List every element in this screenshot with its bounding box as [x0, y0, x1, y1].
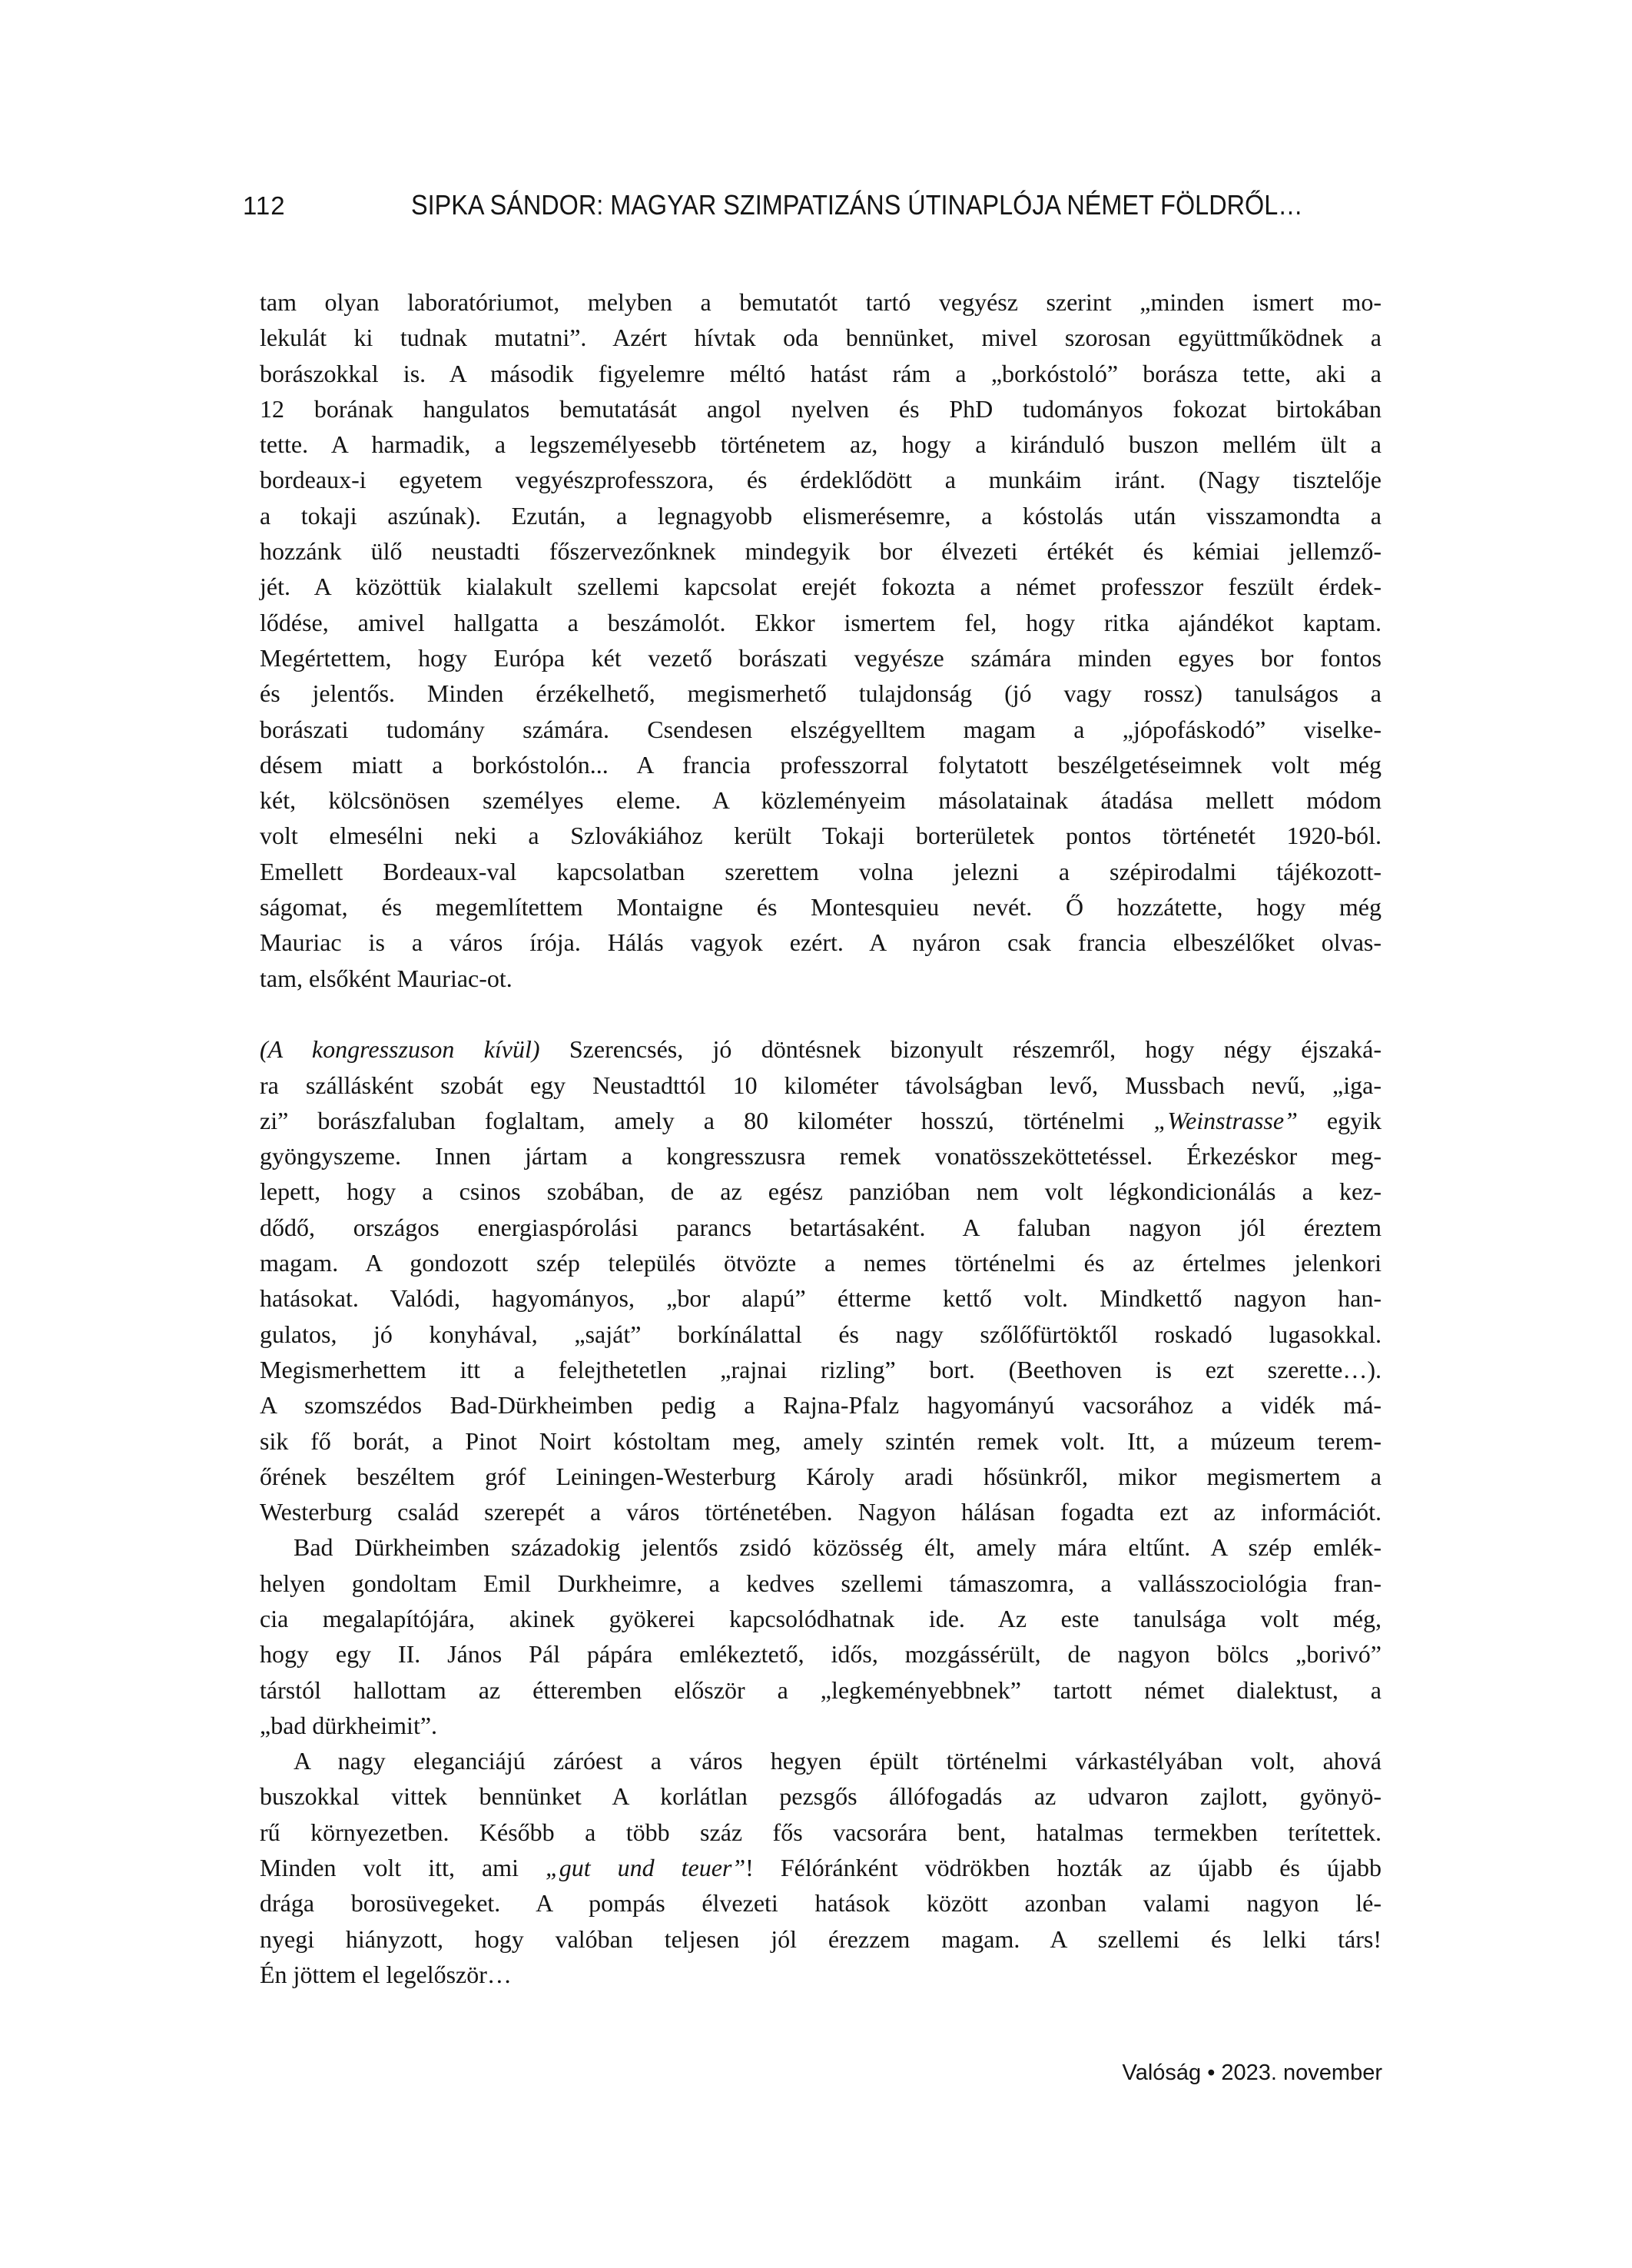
text-line — [260, 1743, 1382, 1778]
text-line — [260, 640, 1382, 676]
text-segment: tam, elsőként Mauriac-ot. — [260, 964, 512, 992]
text-line — [260, 1850, 1382, 1885]
text-line — [260, 1601, 1382, 1636]
text-line — [260, 1138, 1382, 1174]
text-line — [260, 427, 1382, 462]
text-line — [260, 1387, 1382, 1423]
text-segment: társtól hallottam az étteremben először a „legkeményebbnek” tartott német dialektust, a — [260, 1675, 1382, 1704]
text-segment: lődése, amivel hallgatta a beszámolót. Ekkor ismertem fel, hogy ritka ajándékot kaptam. — [260, 608, 1382, 636]
text-segment: és jelentős. Minden érzékelhető, megismerhető tulajdonság (jó vagy rossz) tanulságos a — [260, 679, 1382, 708]
text-line — [260, 462, 1382, 497]
text-line — [260, 1636, 1382, 1672]
text-line — [260, 1245, 1382, 1280]
text-line — [260, 1815, 1382, 1850]
text-line — [260, 391, 1382, 427]
body-text — [260, 284, 1382, 1992]
page-number: 112 — [243, 191, 286, 220]
text-line — [260, 1103, 1382, 1138]
text-segment: zi” borászfaluban foglaltam, amely a 80 kilométer hosszú, történelmi — [260, 1106, 1154, 1134]
text-segment: a tokaji aszúnak). Ezután, a legnagyobb elismerésemre, a kóstolás után visszamondta a — [260, 501, 1382, 530]
text-segment: tam olyan laboratóriumot, melyben a bemutatót tartó vegyész szerint „minden ismert mo- — [260, 288, 1382, 316]
text-segment: ! Félóránként vödrökben hozták az újabb és újabb — [745, 1854, 1382, 1882]
text-segment: A szomszédos Bad-Dürkheimben pedig a Rajna-Pfalz hagyományú vacsorához a vidék má- — [260, 1391, 1382, 1420]
text-segment: hogy egy II. János Pál pápára emlékeztető, idős, mozgássérült, de nagyon bölcs „borivó” — [260, 1640, 1382, 1669]
text-segment: borászati tudomány számára. Csendesen elszégyelltem magam a „jópofáskodó” viselke- — [260, 715, 1382, 743]
text-line — [260, 1957, 1382, 1992]
text-line — [260, 818, 1382, 853]
text-segment: ra szállásként szobát egy Neustadttól 10 kilométer távolságban levő, Mussbach nevű, „iga- — [260, 1071, 1382, 1099]
text-segment: Megismerhettem itt a felejthetetlen „rajnai rizling” bort. (Beethoven is ezt szerette…). — [260, 1355, 1382, 1383]
text-segment: „bad dürkheimit”. — [260, 1711, 438, 1739]
text-line — [260, 1210, 1382, 1245]
text-line — [260, 1317, 1382, 1352]
text-segment: magam. A gondozott szép település ötvözte a nemes történelmi és az értelmes jelenkori — [260, 1249, 1382, 1277]
text-line — [260, 1921, 1382, 1957]
text-line — [260, 1566, 1382, 1601]
text-segment: őrének beszéltem gróf Leiningen-Westerburg Károly aradi hősünkről, mikor megismertem a — [260, 1462, 1382, 1490]
text-segment: volt elmesélni neki a Szlovákiához került Tokaji borterületek pontos történetét 1920-ból. — [260, 822, 1382, 850]
text-segment: borászokkal is. A második figyelemre méltó hatást rám a „borkóstoló” borásza tette, aki a — [260, 359, 1382, 387]
text-segment: sik fő borát, a Pinot Noirt kóstoltam meg, amely szintén remek volt. Itt, a múzeum terem- — [260, 1426, 1382, 1455]
text-segment: gulatos, jó konyhával, „saját” borkínálattal és nagy szőlőfürtöktől roskadó lugasokkal. — [260, 1320, 1382, 1348]
text-segment: helyen gondoltam Emil Durkheimre, a kedves szellemi támaszomra, a vallásszociológia fran- — [260, 1569, 1382, 1597]
text-line — [260, 1280, 1382, 1316]
text-segment: egyik — [1297, 1106, 1382, 1134]
text-segment: Westerburg család szerepét a város történetében. Nagyon hálásan fogadta ezt az információt. — [260, 1498, 1382, 1526]
text-line — [260, 889, 1382, 925]
text-segment: gyöngyszeme. Innen jártam a kongresszusra remek vonatösszeköttetéssel. Érkezéskor meg- — [260, 1142, 1382, 1171]
text-line — [260, 712, 1382, 747]
text-line — [260, 1708, 1382, 1743]
text-line — [260, 1885, 1382, 1921]
text-segment: désem miatt a borkóstolón... A francia professzorral folytatott beszélgetéseimnek volt még — [260, 750, 1382, 779]
italic-text-segment: „gut und teuer” — [545, 1854, 746, 1882]
text-line — [260, 1031, 1382, 1067]
text-segment: Bad Dürkheimben századokig jelentős zsidó közösség élt, amely mára eltűnt. A szép emlék- — [294, 1533, 1382, 1562]
text-segment: ságomat, és megemlítettem Montaigne és Montesquieu nevét. Ő hozzátette, hogy még — [260, 893, 1382, 921]
text-line — [260, 320, 1382, 355]
text-line — [260, 605, 1382, 640]
text-line — [260, 1494, 1382, 1529]
text-segment: Szerencsés, jó döntésnek bizonyult részemről, hogy négy éjszaká- — [539, 1035, 1382, 1064]
text-line — [260, 1423, 1382, 1459]
text-segment: tette. A harmadik, a legszemélyesebb történetem az, hogy a kiránduló buszon mellém ült a — [260, 430, 1382, 459]
text-line — [260, 533, 1382, 569]
text-segment: lekulát ki tudnak mutatni”. Azért hívtak oda bennünket, mivel szorosan együttműködnek a — [260, 324, 1382, 352]
text-segment: Mauriac is a város írója. Hálás vagyok ezért. A nyáron csak francia elbeszélőket olvas- — [260, 928, 1382, 957]
text-segment: dődő, országos energiaspórolási parancs betartásaként. A faluban nagyon jól éreztem — [260, 1213, 1382, 1241]
text-segment: hozzánk ülő neustadti főszervezőnknek mindegyik bor élvezeti értékét és kémiai jellemző- — [260, 537, 1382, 566]
paragraph — [260, 1031, 1382, 1529]
text-line — [260, 1068, 1382, 1103]
running-title: SIPKA SÁNDOR: MAGYAR SZIMPATIZÁNS ÚTINAPLÓJA NÉMET FÖLDRŐL… — [411, 189, 1303, 221]
paragraph — [260, 1529, 1382, 1743]
text-segment: bordeaux-i egyetem vegyészprofesszora, és érdeklődött a munkáim iránt. (Nagy tisztelője — [260, 466, 1382, 494]
text-segment: Megértettem, hogy Európa két vezető borászati vegyésze számára minden egyes bor fontos — [260, 643, 1382, 672]
italic-text-segment: „Weinstrasse” — [1153, 1106, 1298, 1134]
text-segment: drága borosüvegeket. A pompás élvezeti hatások között azonban valami nagyon lé- — [260, 1889, 1382, 1918]
text-line — [260, 961, 1382, 996]
text-line — [260, 782, 1382, 818]
text-segment: buszokkal vittek bennünket A korlátlan pezsgős állófogadás az udvaron zajlott, gyönyö- — [260, 1782, 1382, 1811]
text-segment: rű környezetben. Később a több száz fős vacsorára bent, hatalmas termekben terítettek. — [260, 1818, 1382, 1846]
text-line — [260, 1459, 1382, 1494]
text-line — [260, 1672, 1382, 1708]
text-line — [260, 498, 1382, 533]
text-line — [260, 284, 1382, 320]
text-segment: Én jöttem el legelőször… — [260, 1960, 512, 1988]
text-segment: 12 borának hangulatos bemutatását angol nyelven és PhD tudományos fokozat birtokában — [260, 394, 1382, 423]
text-segment: lepett, hogy a csinos szobában, de az egész panzióban nem volt légkondicionálás a kez- — [260, 1177, 1382, 1206]
text-line — [260, 925, 1382, 960]
text-segment: Emellett Bordeaux-val kapcsolatban szerettem volna jelezni a szépirodalmi tájékozott- — [260, 857, 1382, 885]
text-segment: nyegi hiányzott, hogy valóban teljesen jól érezzem magam. A szellemi és lelki társ! — [260, 1924, 1382, 1953]
text-segment: jét. A közöttük kialakult szellemi kapcsolat erejét fokozta a német professzor feszült érdek- — [260, 573, 1382, 601]
paragraph — [260, 1743, 1382, 1992]
journal-footer: Valóság • 2023. november — [1122, 2060, 1382, 2085]
text-line — [260, 1352, 1382, 1387]
text-line — [260, 676, 1382, 711]
text-segment: Minden volt itt, ami — [260, 1854, 546, 1882]
text-segment: cia megalapítójára, akinek gyökerei kapcsolódhatnak ide. Az este tanulsága volt még, — [260, 1604, 1382, 1632]
text-line — [260, 356, 1382, 391]
text-line — [260, 1529, 1382, 1565]
italic-text-segment: (A kongresszuson kívül) — [260, 1035, 540, 1064]
text-line — [260, 1778, 1382, 1814]
paragraph — [260, 284, 1382, 996]
text-line — [260, 854, 1382, 889]
text-segment: két, kölcsönösen személyes eleme. A közleményeim másolatainak átadása mellett módom — [260, 786, 1382, 815]
text-line — [260, 747, 1382, 782]
text-line — [260, 1174, 1382, 1209]
text-line — [260, 569, 1382, 604]
text-segment: A nagy eleganciájú záróest a város hegyen épült történelmi várkastélyában volt, ahová — [294, 1747, 1382, 1775]
text-segment: hatásokat. Valódi, hagyományos, „bor alapú” étterme kettő volt. Mindkettő nagyon han- — [260, 1284, 1382, 1313]
